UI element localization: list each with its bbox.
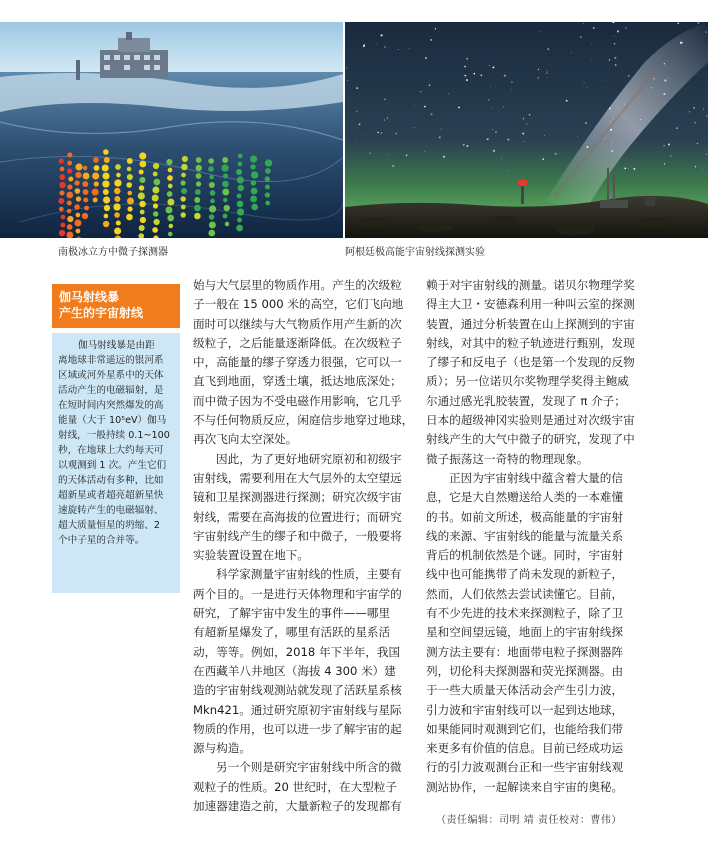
body-line: 再次飞向太空深处。 — [193, 432, 298, 447]
article-column-middle — [193, 276, 414, 816]
body-line: 有不少先进的技术来探测粒子，除了卫 — [426, 606, 624, 621]
body-line: 日本的超级神冈实验则是通过对次级宇宙 — [426, 413, 635, 428]
body-line: 造的宇宙射线观测站就发现了活跃星系核 — [193, 683, 402, 698]
sidebar-text — [58, 338, 175, 548]
body-line: 线中也可能携带了尚未发现的新粒子， — [426, 567, 624, 582]
body-line: 不与任何物质反应，闲庭信步地穿过地球， — [193, 413, 414, 428]
icecube-caption: 南极冰立方中微子探测器 — [58, 247, 168, 258]
body-line: 面时可以继续与大气物质作用产生新的次 — [193, 316, 402, 331]
body-line: 射线，对其中的粒子轨迹进行甄别，发现 — [426, 335, 635, 350]
body-line: 直飞到地面，穿透土壤，抵达地底深处； — [193, 374, 402, 389]
sidebar-line: 区域或河外星系中的天体 — [58, 370, 164, 381]
icecube-detector-photo — [0, 22, 343, 238]
body-line: 另一个则是研究宇宙射线中所含的微 — [216, 760, 402, 775]
body-line: 列，切伦科夫探测器和荧光探测器。由 — [426, 663, 624, 678]
body-line: 在西藏羊八井地区（海拔 4 300 米）建 — [193, 663, 396, 678]
body-line: 物质的作用，也可以进一步了解宇宙的起 — [193, 721, 402, 736]
body-line: 背后的机制依然是个谜。同时，宇宙射 — [426, 548, 624, 563]
body-line: 测站协作，一起解读来自宇宙的奥秘。 — [426, 779, 624, 794]
body-line: 实验装置设置在地下。 — [193, 548, 309, 563]
sidebar-title — [52, 284, 180, 328]
body-line: 中，高能量的缪子穿透力很强，它可以一 — [193, 355, 402, 370]
body-line: 尔通过感光乳胶装置，发现了 π 介子； — [426, 393, 626, 408]
sidebar-line: 活动产生的电磁辐射，是 — [58, 385, 164, 396]
sidebar-title-line: 伽马射线暴 — [59, 290, 120, 304]
body-line: 宇宙射线产生的缪子和中微子，一般要将 — [193, 528, 402, 543]
observatory-night-sky-photo — [345, 22, 708, 238]
body-line: 于一些大质量天体活动会产生引力波， — [426, 683, 624, 698]
body-line: 如果能同时观测到它们，也能给我们带 — [426, 721, 624, 736]
body-line: 动，等等。例如，2018 年下半年，我国 — [193, 644, 401, 659]
sidebar-line: 超大质量恒星的坍缩、2 — [58, 520, 161, 531]
body-line: 微子振荡这一奇特的物理现象。 — [426, 451, 589, 466]
body-line: 了缪子和反电子（也是第一个发现的反物 — [426, 355, 635, 370]
sidebar-line: 在短时间内突然爆发的高 — [58, 400, 164, 411]
body-line: 来更多有价值的信息。目前已经成功运 — [426, 741, 624, 756]
body-line: 行的引力波观测台正和一些宇宙射线观 — [426, 760, 624, 775]
sidebar-line: 能量（大于 10⁵eV）伽马 — [58, 415, 167, 426]
sidebar-line: 秒，在地球上大约每天可 — [58, 445, 164, 456]
body-line: 两个目的。一是进行天体物理和宇宙学的 — [193, 586, 402, 601]
body-line: 因此，为了更好地研究原初和初级宇 — [216, 451, 402, 466]
body-line: 镜和卫星探测器进行探测；研究次级宇宙 — [193, 490, 402, 505]
editor-credit: （责任编辑：司明 靖 责任校对：曹伟） — [436, 815, 622, 826]
body-line: 始与大气层里的物质作用。产生的次级粒 — [193, 278, 402, 292]
body-line: 然而，人们依然去尝试读懂它。目前， — [426, 586, 624, 601]
sidebar-title-line: 产生的宇宙射线 — [59, 306, 144, 320]
body-line: 息，它是大自然赠送给人类的一本难懂 — [426, 490, 624, 505]
body-line: Mkn421。通过研究原初宇宙射线与星际 — [193, 702, 402, 717]
sidebar-line: 的天体活动有多种，比如 — [58, 475, 164, 486]
body-line: 测方法主要有：地面带电粒子探测器阵 — [426, 644, 624, 659]
body-line: 研究，了解宇宙中发生的事件——哪里 — [193, 606, 391, 621]
body-line: 质）；另一位诺贝尔奖物理学奖得主鲍威 — [426, 374, 629, 389]
body-line: 宙射线，需要利用在大气层外的太空望远 — [193, 470, 402, 485]
body-line: 赖于对宇宙射线的测量。诺贝尔物理学奖 — [426, 278, 635, 292]
observatory-caption: 阿根廷极高能宇宙射线探测实验 — [345, 247, 485, 258]
body-line: 线的来源、宇宙射线的能量与流量关系 — [426, 528, 624, 543]
sidebar-line: 速旋转产生的电磁辐射、 — [58, 505, 164, 516]
body-line: 的书。如前文所述，极高能量的宇宙射 — [426, 509, 624, 524]
body-line: 射线产生的大气中微子的研究，发现了中 — [426, 432, 635, 447]
sidebar-line: 离地球非常遥远的银河系 — [58, 355, 164, 366]
body-line: 射线，需要在高海拔的位置进行；而研究 — [193, 509, 402, 524]
body-line: 星和空间望远镜，地面上的宇宙射线探 — [426, 625, 624, 640]
body-line: 引力波和宇宙射线可以一起到达地球， — [426, 702, 624, 717]
sidebar-line: 伽马射线暴是由距 — [78, 340, 155, 351]
sidebar-line: 超新星或者超亮超新星快 — [58, 490, 164, 501]
body-line: 级粒子，之后能量逐渐降低。在次级粒子 — [193, 335, 402, 350]
sidebar-line: 以观测到 1 次。产生它们 — [58, 460, 167, 471]
body-line: 得主大卫・安德森利用一种叫云室的探测 — [426, 297, 635, 312]
body-line: 正因为宇宙射线中蕴含着大量的信 — [449, 470, 623, 485]
sidebar-line: 射线，一般持续 0.1~100 — [58, 430, 170, 441]
body-line: 源与构造。 — [193, 741, 251, 756]
body-line: 子一般在 15 000 米的高空，它们飞向地 — [193, 297, 404, 312]
sidebar-line: 个中子星的合并等。 — [58, 535, 145, 546]
body-line: 加速器建造之前，大量新粒子的发现都有 — [193, 799, 402, 814]
body-line: 科学家测量宇宙射线的性质，主要有 — [216, 567, 402, 582]
body-line: 装置，通过分析装置在山上探测到的宇宙 — [426, 316, 635, 331]
body-line: 而中微子因为不受电磁作用影响，它几乎 — [193, 393, 402, 408]
body-line: 有超新星爆发了，哪里有活跃的星系活 — [193, 625, 391, 640]
body-line: 观粒子的性质。20 世纪时，在大型粒子 — [193, 779, 397, 794]
article-column-right — [426, 276, 645, 797]
